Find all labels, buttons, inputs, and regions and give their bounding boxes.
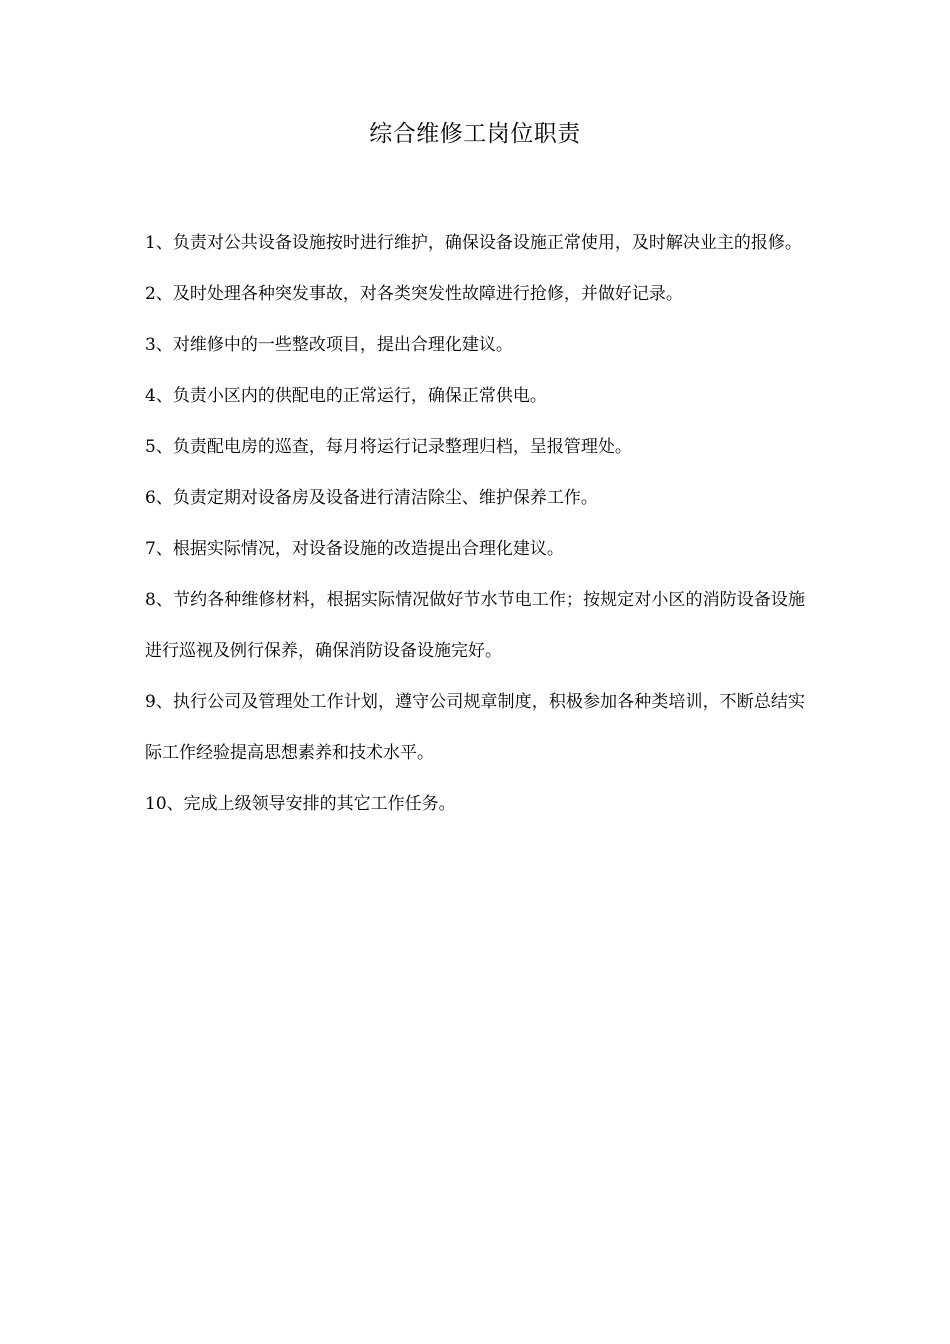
duty-item-7: 7、根据实际情况，对设备设施的改造提出合理化建议。: [145, 539, 564, 559]
duty-item-3: 3、对维修中的一些整改项目，提出合理化建议。: [145, 335, 513, 355]
duty-item-4: 4、负责小区内的供配电的正常运行，确保正常供电。: [145, 386, 547, 406]
duty-item-6: 6、负责定期对设备房及设备进行清洁除尘、维护保养工作。: [145, 488, 598, 508]
document-title: 综合维修工岗位职责: [369, 121, 581, 147]
duty-item-5: 5、负责配电房的巡查，每月将运行记录整理归档，呈报管理处。: [145, 437, 632, 457]
duty-item-1: 1、负责对公共设备设施按时进行维护，确保设备设施正常使用，及时解决业主的报修。: [145, 233, 802, 253]
duty-list: [145, 218, 805, 830]
duty-item-8: 8、节约各种维修材料，根据实际情况做好节水节电工作；按规定对小区的消防设备设施进行巡视及例行保养，确保消防设备设施完好。: [145, 590, 805, 661]
duty-item-2: 2、及时处理各种突发事故，对各类突发性故障进行抢修，并做好记录。: [145, 284, 683, 304]
duty-item-9: 9、执行公司及管理处工作计划，遵守公司规章制度，积极参加各种类培训，不断总结实际工作经验提高思想素养和技术水平。: [145, 692, 805, 763]
duty-item-10: 10、完成上级领导安排的其它工作任务。: [145, 794, 456, 814]
